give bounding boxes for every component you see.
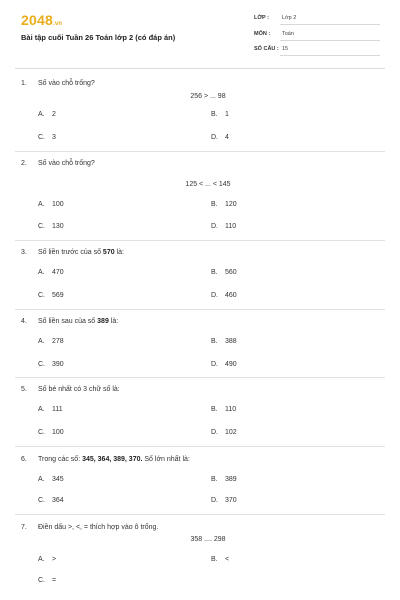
meta-class-value: Lớp 2 bbox=[282, 15, 297, 21]
question-number: 6. bbox=[21, 456, 27, 463]
option-d[interactable]: D. 110 bbox=[211, 223, 237, 230]
option-c[interactable]: C. 569 bbox=[38, 292, 64, 299]
question-divider bbox=[15, 151, 385, 152]
question-text: Số vào chỗ trống? bbox=[38, 80, 95, 87]
option-d[interactable]: D. 490 bbox=[211, 361, 237, 368]
option-c[interactable]: C. 3 bbox=[38, 134, 56, 141]
option-d[interactable]: D. 460 bbox=[211, 292, 237, 299]
question-divider bbox=[15, 514, 385, 515]
question-divider bbox=[15, 377, 385, 378]
question-number: 2. bbox=[21, 160, 27, 167]
option-b[interactable]: B. 389 bbox=[211, 476, 237, 483]
option-b[interactable]: B. 388 bbox=[211, 338, 237, 345]
question-number: 4. bbox=[21, 318, 27, 325]
question-text: Điền dấu >, <, = thích hợp vào ô trống. bbox=[38, 524, 159, 531]
option-a[interactable]: A. > bbox=[38, 556, 57, 563]
question-expression: 125 < ... < 145 bbox=[185, 181, 231, 188]
question-expression: 256 > ... 98 bbox=[190, 93, 226, 100]
worksheet-header bbox=[0, 0, 400, 64]
option-a[interactable]: A. 111 bbox=[38, 406, 63, 413]
question-number: 7. bbox=[21, 524, 27, 531]
option-b[interactable]: B. < bbox=[211, 556, 230, 563]
question-number: 1. bbox=[21, 80, 27, 87]
question-text: Trong các số: 345, 364, 389, 370. Số lớn nhất là: bbox=[38, 456, 190, 463]
meta-count-label: SỐ CÂU : bbox=[254, 46, 279, 52]
question-divider bbox=[15, 309, 385, 310]
option-d[interactable]: D. 370 bbox=[211, 497, 237, 504]
meta-underline bbox=[280, 24, 380, 25]
meta-class-label: LỚP : bbox=[254, 15, 269, 21]
option-c[interactable]: C. 130 bbox=[38, 223, 64, 230]
meta-subject bbox=[254, 29, 380, 41]
option-b[interactable]: B. 560 bbox=[211, 269, 237, 276]
site-logo[interactable]: 2048.vn bbox=[21, 12, 63, 28]
meta-count bbox=[254, 44, 380, 56]
page-title: Bài tập cuối Tuần 26 Toán lớp 2 (có đáp án) bbox=[21, 33, 176, 42]
question-number: 5. bbox=[21, 386, 27, 393]
question-expression: 358 .... 298 bbox=[190, 536, 226, 543]
meta-class bbox=[254, 13, 380, 25]
meta-subject-value: Toán bbox=[282, 31, 294, 37]
option-a[interactable]: A. 470 bbox=[38, 269, 64, 276]
meta-subject-label: MÔN : bbox=[254, 31, 271, 37]
option-d[interactable]: D. 102 bbox=[211, 429, 237, 436]
option-a[interactable]: A. 100 bbox=[38, 201, 64, 208]
meta-underline bbox=[280, 55, 380, 56]
option-c[interactable]: C. 390 bbox=[38, 361, 64, 368]
question-text: Số vào chỗ trống? bbox=[38, 160, 95, 167]
question-number: 3. bbox=[21, 249, 27, 256]
question-divider bbox=[15, 240, 385, 241]
question-text: Số liền trước của số 570 là: bbox=[38, 249, 124, 256]
option-c[interactable]: C. 364 bbox=[38, 497, 64, 504]
option-b[interactable]: B. 120 bbox=[211, 201, 237, 208]
question-text: Số liền sau của số 389 là: bbox=[38, 318, 119, 325]
question-divider bbox=[15, 446, 385, 447]
option-d[interactable]: D. 4 bbox=[211, 134, 229, 141]
header-divider bbox=[15, 68, 385, 69]
meta-underline bbox=[280, 40, 380, 41]
option-b[interactable]: B. 1 bbox=[211, 111, 229, 118]
question-text: Số bé nhất có 3 chữ số là: bbox=[38, 386, 120, 393]
option-a[interactable]: A. 345 bbox=[38, 476, 64, 483]
option-c[interactable]: C. 100 bbox=[38, 429, 64, 436]
option-a[interactable]: A. 2 bbox=[38, 111, 56, 118]
option-b[interactable]: B. 110 bbox=[211, 406, 237, 413]
meta-count-value: 15 bbox=[282, 46, 289, 52]
option-c[interactable]: C. = bbox=[38, 577, 57, 584]
option-a[interactable]: A. 278 bbox=[38, 338, 64, 345]
